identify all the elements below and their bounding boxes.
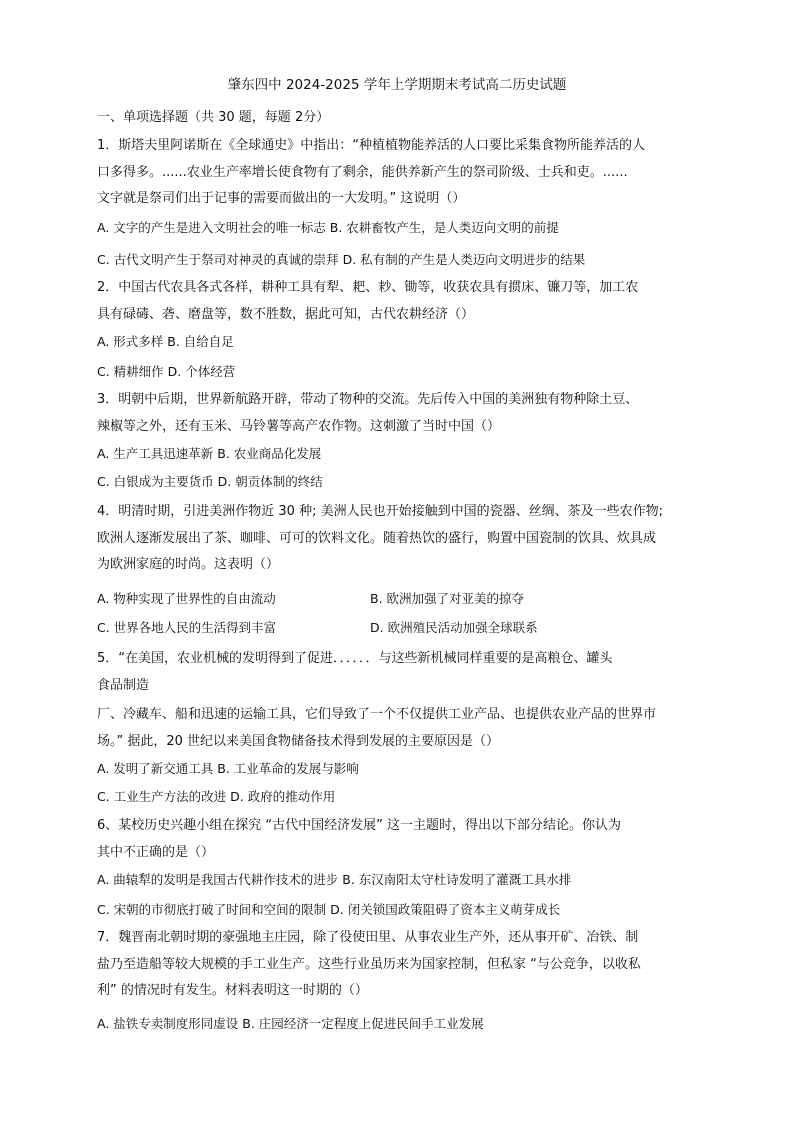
q3-line-2: 辣椒等之外，还有玉米、马铃薯等高产农作物。这刺激了当时中国（） xyxy=(97,419,501,434)
q3-options-ab: A. 生产工具迅速革新 B. 农业商品化发展 xyxy=(97,446,322,461)
q5-line-1: 5．“在美国，农业机械的发明得到了促进．．．．．．与这些新机械同样重要的是高粮仓、罐头 xyxy=(97,651,613,666)
q4-option-d: D. 欧洲殖民活动加强全球联系 xyxy=(370,620,538,635)
q7-line-1: 7．魏晋南北朝时期的豪强地主庄园，除了役使田里、从事农业生产外，还从事开矿、冶铁、制 xyxy=(97,930,639,945)
q3-line-1: 3．明朝中后期，世界新航路开辟，带动了物种的交流。先后传入中国的美洲独有物种除土豆、 xyxy=(97,392,639,407)
q6-options-ab: A. 曲辕犁的发明是我国古代耕作技术的进步 B. 东汉南阳太守杜诗发明了灌溉工具水排 xyxy=(97,872,572,887)
q4-option-a: A. 物种实现了世界性的自由流动 xyxy=(97,591,276,606)
q4-line-2: 欧洲人逐渐发展出了茶、咖啡、可可的饮料文化。随着热饮的盛行，购置中国瓷制的饮具、炊具成 xyxy=(97,531,657,546)
q1-line-2: 口多得多。......农业生产率增长使食物有了剩余，能供养新产生的祭司阶级、士兵和吏。...... xyxy=(97,165,628,180)
q7-line-2: 盐乃至造船等较大规模的手工业生产。这些行业虽历来为国家控制，但私家 “与公竞争，以收私 xyxy=(97,957,641,972)
q7-options-ab: A. 盐铁专卖制度形同虚设 B. 庄园经济一定程度上促进民间手工业发展 xyxy=(97,1016,484,1031)
q2-options-ab: A. 形式多样 B. 自给自足 xyxy=(97,334,234,349)
q2-line-1: 2．中国古代农具各式各样，耕种工具有犁、耙、耖、锄等，收获农具有掼床、镰刀等，加工农 xyxy=(97,280,639,295)
q5-options-cd: C. 工业生产方法的改进 D. 政府的推动作用 xyxy=(97,789,336,804)
q5-options-ab: A. 发明了新交通工具 B. 工业革命的发展与影响 xyxy=(97,761,359,776)
q5-line-2: 食品制造 xyxy=(97,678,150,693)
q6-line-2: 其中不正确的是（） xyxy=(97,845,215,860)
q2-options-cd: C. 精耕细作 D. 个体经营 xyxy=(97,364,236,379)
q6-line-1: 6、某校历史兴趣小组在探究 “古代中国经济发展” 这一主题时，得出以下部分结论。你认为 xyxy=(97,818,622,833)
q4-option-b: B. 欧洲加强了对亚美的掠夺 xyxy=(370,591,525,606)
section-heading: 一、单项选择题（共 30 题，每题 2分） xyxy=(97,110,330,125)
q3-options-cd: C. 白银成为主要货币 D. 朝贡体制的终结 xyxy=(97,474,323,489)
q4-line-1: 4．明清时期，引进美洲作物近 30 种; 美洲人民也开始接触到中国的瓷器、丝绸、茶及一些农作物; xyxy=(97,504,663,519)
q4-option-c: C. 世界各地人民的生活得到丰富 xyxy=(97,620,277,635)
q5-line-3: 厂、冷藏车、船和迅速的运输工具，它们导致了一个不仅提供工业产品、也提供农业产品的世界市 xyxy=(97,707,657,722)
q1-options-cd: C. 古代文明产生于祭司对神灵的真诚的崇拜 D. 私有制的产生是人类迈向文明进步的结果 xyxy=(97,252,586,267)
exam-title: 肇东四中 2024-2025 学年上学期期末考试高二历史试题 xyxy=(227,77,567,93)
q4-line-3: 为欧洲家庭的时尚。这表明（） xyxy=(97,557,280,572)
q1-options-ab: A. 文字的产生是进入文明社会的唯一标志 B. 农耕畜牧产生，是人类迈向文明的前提 xyxy=(97,220,559,235)
q7-line-3: 利” 的情况时有发生。材料表明这一时期的（） xyxy=(97,983,368,998)
q1-line-3: 文字就是祭司们出于记事的需要而做出的一大发明。” 这说明（） xyxy=(97,191,466,206)
q5-line-4: 场。” 据此，20 世纪以来美国食物储备技术得到发展的主要原因是（） xyxy=(97,734,500,749)
q2-line-2: 具有碌碡、砻、磨盘等，数不胜数，据此可知，古代农耕经济（） xyxy=(97,307,475,322)
q6-options-cd: C. 宋朝的市彻底打破了时间和空间的限制 D. 闭关锁国政策阻碍了资本主义萌芽成长 xyxy=(97,902,561,917)
q1-line-1: 1．斯塔夫里阿诺斯在《全球通史》中指出：“种植植物能养活的人口要比采集食物所能养活的人 xyxy=(97,138,646,153)
